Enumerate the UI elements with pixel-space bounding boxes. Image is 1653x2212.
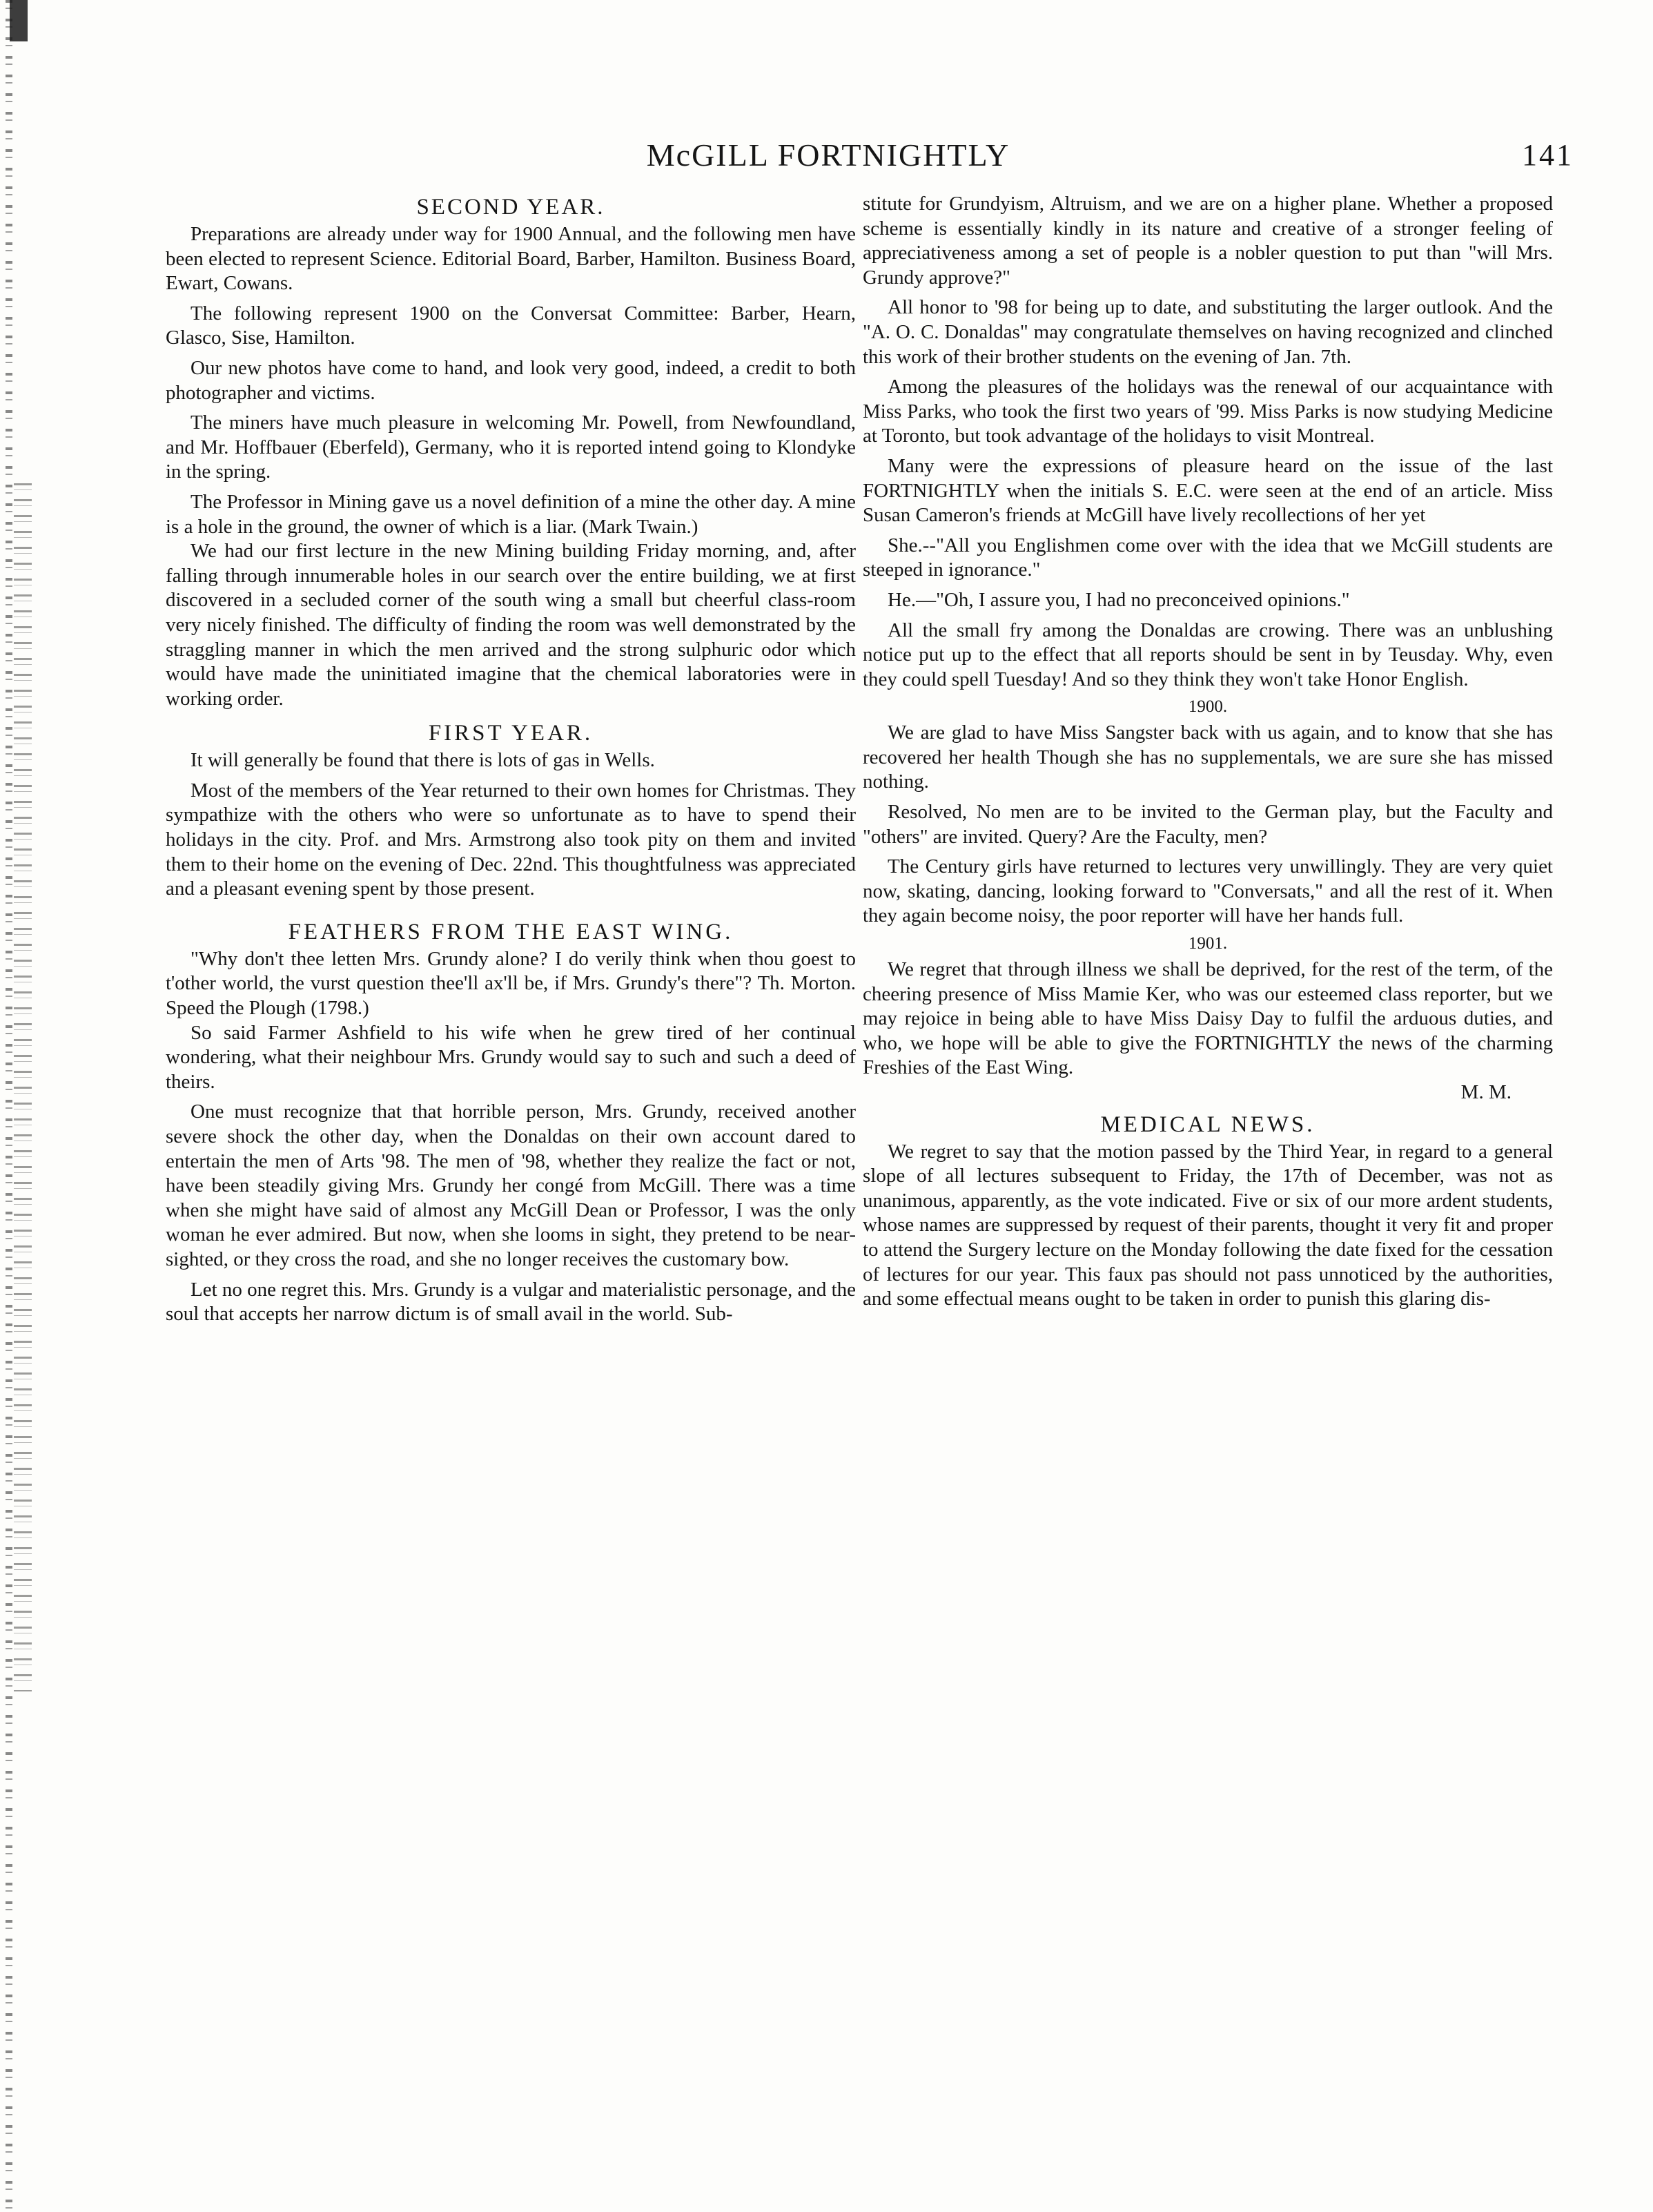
page-number: 141 xyxy=(1522,138,1574,172)
section-heading-second-year: SECOND YEAR. xyxy=(416,195,605,220)
paragraph: Resolved, No men are to be invited to the German play, but the Faculty and "others" are invited. Query? Are the Faculty, men? xyxy=(863,801,1553,848)
paragraph: We regret that through illness we shall be deprived, for the rest of the term, of the cheering presence of Miss Mamie Ker, who was our esteemed class reporter, but we may rejoice in being able to have Miss Daisy Day to fulfil the arduous duties, and who, we hope will be able to give the FORTNIGHTLY the news of the charming Freshies of the East Wing. xyxy=(863,958,1553,1079)
paragraph: Let no one regret this. Mrs. Grundy is a vulgar and materialistic personage, and the soul that accepts her narrow dictum is of small avail in the world. Sub- xyxy=(166,1278,856,1326)
paragraph: He.—"Oh, I assure you, I had no preconceived opinions." xyxy=(888,588,1350,611)
scan-noise-artifact xyxy=(14,483,32,1691)
section-heading-feathers: FEATHERS FROM THE EAST WING. xyxy=(288,919,734,944)
paragraph: All the small fry among the Donaldas are crowing. There was an unblushing notice put up to the effect that all reports should be sent in by Teusday. Why, even they could spell Tuesday! And so they think they won't take Honor English. xyxy=(863,619,1553,690)
scan-mark xyxy=(10,0,28,41)
signature: M. M. xyxy=(1460,1081,1512,1103)
scan-edge-artifact xyxy=(6,0,12,2212)
paragraph: "Why don't thee letten Mrs. Grundy alone? I do verily think when thou goest to t'other world, the vurst question thee'll ax'll be, if Mrs. Grundy's there"? Th. Morton. Speed the Plough (1798.) xyxy=(166,947,856,1020)
paragraph: The miners have much pleasure in welcoming Mr. Powell, from Newfoundland, and Mr. Hoffbauer (Eberfeld), Germany, who it is reported intend going to Klondyke in the spring. xyxy=(166,411,856,483)
paragraph: We had our first lecture in the new Mining building Friday morning, and, after falling through innumerable holes in our search over the entire building, we at first discovered in a secluded corner of the south wing a small but cheerful class-room very nicely finished. The difficulty of finding the room was well demonstrated by the straggling manner in which the men arrived and the strong sulphuric odor which would have made the uninitiated imagine that the chemical laboratories were in working order. xyxy=(166,540,856,710)
paragraph: The following represent 1900 on the Conversat Committee: Barber, Hearn, Glasco, Sise, Hamilton. xyxy=(166,302,856,349)
paragraph: The Professor in Mining gave us a novel definition of a mine the other day. A mine is a hole in the ground, the owner of which is a liar. (Mark Twain.) xyxy=(166,490,856,538)
paragraph: One must recognize that that horrible person, Mrs. Grundy, received another severe shock the other day, when the Donaldas on their own account dared to entertain the men of Arts '98. The men of '98, whether they realize the fact or not, have been steadily giving Mrs. Grundy her congé from McGill. There was a time when she might have said of almost any McGill Dean or Professor, I was the only woman he ever admired. But now, when she looms in sight, they pretend to be near-sighted, or they cross the road, and she no longer receives the customary bow. xyxy=(166,1100,856,1270)
paragraph: We are glad to have Miss Sangster back with us again, and to know that she has recovered her health Though she has no supplementals, we are sure she has missed nothing. xyxy=(863,721,1553,793)
section-heading-1901: 1901. xyxy=(1188,934,1228,953)
right-column xyxy=(863,192,1553,1312)
section-heading-1900: 1900. xyxy=(1188,697,1228,717)
page-header xyxy=(83,131,1574,180)
paragraph: The Century girls have returned to lectures very unwillingly. They are very quiet now, skating, dancing, looking forward to "Conversats," and all the rest of it. When they again become noisy, the poor reporter will have her hands full. xyxy=(863,855,1553,927)
running-title: McGILL FORTNIGHTLY xyxy=(646,137,1010,173)
paragraph: All honor to '98 for being up to date, and substituting the larger outlook. And the "A. O. C. Donaldas" may congratulate themselves on having recognized and clinched this work of their brother students on the evening of Jan. 7th. xyxy=(863,296,1553,368)
section-heading-medical-news: MEDICAL NEWS. xyxy=(1100,1112,1315,1137)
paragraph: Many were the expressions of pleasure heard on the issue of the last FORTNIGHTLY when the initials S. E.C. were seen at the end of an article. Miss Susan Cameron's friends at McGill have lively recollections of her yet xyxy=(863,454,1553,527)
paragraph: It will generally be found that there is lots of gas in Wells. xyxy=(190,749,655,772)
paragraph: stitute for Grundyism, Altruism, and we are on a higher plane. Whether a proposed scheme is essentially kindly in its nature and creative of a stronger feeling of appreciativeness among a set of people is a nobler question to put than "will Mrs. Grundy approve?" xyxy=(863,193,1553,289)
paragraph: She.--"All you Englishmen come over with the idea that we McGill students are steeped in ignorance." xyxy=(863,534,1553,581)
paragraph: Our new photos have come to hand, and look very good, indeed, a credit to both photographer and victims. xyxy=(166,356,856,404)
left-column xyxy=(166,192,856,1327)
paragraph: We regret to say that the motion passed by the Third Year, in regard to a general slope of all lectures subsequent to Friday, the 17th of December, was not as unanimous, apparently, as the vote indicated. Five or six of our more ardent students, whose names are suppressed by request of their parents, thought it very fit and proper to attend the Surgery lecture on the Monday following the date fixed for the cessation of lectures for our year. This faux pas should not pass unnoticed by the authorities, and some effectual means ought to be taken in order to punish this glaring dis- xyxy=(863,1140,1553,1310)
section-heading-first-year: FIRST YEAR. xyxy=(428,721,594,746)
paragraph: Most of the members of the Year returned to their own homes for Christmas. They sympathize with the others who were so unfortunate as to have to spend their holidays in the city. Prof. and Mrs. Armstrong also took pity on them and invited them to their home on the evening of Dec. 22nd. This thoughtfulness was appreciated and a pleasant evening spent by those present. xyxy=(166,779,856,900)
paragraph: So said Farmer Ashfield to his wife when he grew tired of her continual wondering, what their neighbour Mrs. Grundy would say to such and such a deed of theirs. xyxy=(166,1021,856,1093)
paragraph: Among the pleasures of the holidays was the renewal of our acquaintance with Miss Parks, who took the first two years of '99. Miss Parks is now studying Medicine at Toronto, but took advantage of the holidays to visit Montreal. xyxy=(863,376,1553,447)
paragraph: Preparations are already under way for 1900 Annual, and the following men have been elected to represent Science. Editorial Board, Barber, Hamilton. Business Board, Ewart, Cowans. xyxy=(166,223,856,295)
